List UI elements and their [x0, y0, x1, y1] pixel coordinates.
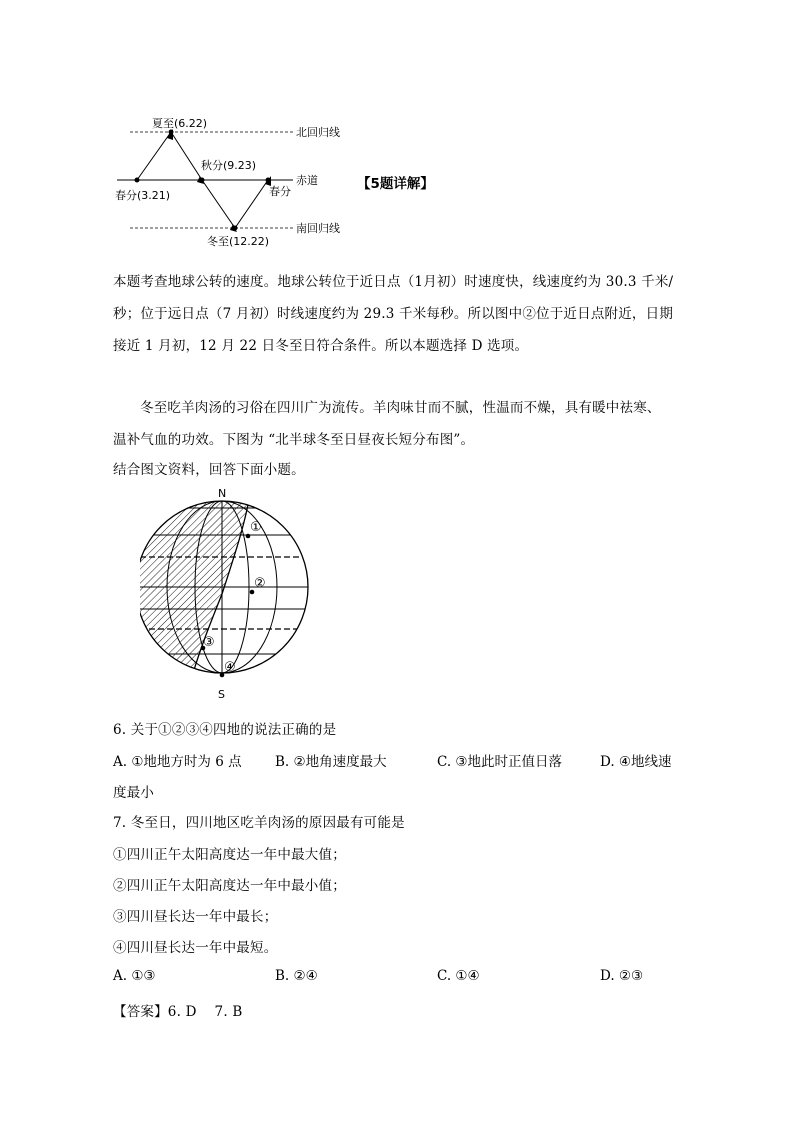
q7-statement-3: ③四川昼长达一年中最长； — [113, 909, 278, 925]
point-spring-left — [135, 178, 140, 183]
explanation-line-2: 秒；位于远日点（7 月初）时线速度约为 29.3 千米每秒。所以图中②位于近日点附近，日期 — [113, 306, 674, 322]
q6-option-a: A. ①地地方时为 6 点 — [113, 754, 242, 770]
globe-diagram — [140, 484, 320, 702]
q6-option-d-continued: 度最小 — [113, 785, 155, 801]
q7-option-c: C. ①④ — [437, 968, 480, 984]
label-spring-left: 春分(3.21) — [115, 189, 171, 202]
q7-option-b: B. ②④ — [275, 968, 318, 984]
q6-stem: 6. 关于①②③④四地的说法正确的是 — [113, 722, 337, 738]
label-equator: 赤道 — [296, 174, 318, 187]
point-autumn — [200, 178, 205, 183]
explanation-line-1: 本题考查地球公转的速度。地球公转位于近日点（1月初）时速度快，线速度约为 30.3 千米/ — [113, 274, 674, 290]
point-summer — [169, 130, 174, 135]
south-label: S — [218, 688, 225, 701]
label-spring-right: 春分 — [269, 185, 291, 198]
point-2-label: ② — [254, 576, 266, 591]
q7-option-d: D. ②③ — [600, 968, 644, 984]
north-label: N — [218, 487, 227, 500]
intro-line-3: 结合图文资料，回答下面小题。 — [113, 462, 305, 478]
point-1-label: ① — [250, 520, 262, 535]
point-spring-right — [266, 178, 271, 183]
q7-statement-1: ①四川正午太阳高度达一年中最大值； — [113, 847, 346, 863]
label-autumn: 秋分(9.23) — [201, 159, 257, 172]
q6-option-d: D. ④地线速 — [600, 754, 672, 770]
answer-line: 【答案】6. D 7. B — [113, 1004, 243, 1020]
label-south-tropic: 南回归线 — [296, 222, 340, 235]
q7-statement-2: ②四川正午太阳高度达一年中最小值； — [113, 878, 346, 894]
point-winter — [233, 226, 238, 231]
label-north-tropic: 北回归线 — [296, 126, 340, 139]
point-3-label: ③ — [203, 635, 215, 650]
label-summer: 夏至(6.22) — [152, 117, 208, 130]
label-winter: 冬至(12.22) — [207, 235, 270, 248]
q7-option-a: A. ①③ — [113, 968, 156, 984]
point-4-label: ④ — [224, 660, 236, 675]
intro-line-1: 冬至吃羊肉汤的习俗在四川广为流传。羊肉味甘而不腻，性温而不燥，具有暖中祛寒、 — [140, 400, 661, 416]
explanation-line-3: 接近 1 月初，12 月 22 日冬至日符合条件。所以本题选择 D 选项。 — [113, 338, 529, 354]
q7-statement-4: ④四川昼长达一年中最短。 — [113, 940, 278, 956]
q7-stem: 7. 冬至日，四川地区吃羊肉汤的原因最有可能是 — [113, 815, 405, 831]
q6-option-c: C. ③地此时正值日落 — [437, 754, 563, 770]
detail-heading: 【5题详解】 — [357, 176, 434, 192]
intro-line-2: 温补气血的功效。下图为 “北半球冬至日昼夜长短分布图”。 — [113, 432, 475, 448]
q6-option-b: B. ②地角速度最大 — [275, 754, 387, 770]
